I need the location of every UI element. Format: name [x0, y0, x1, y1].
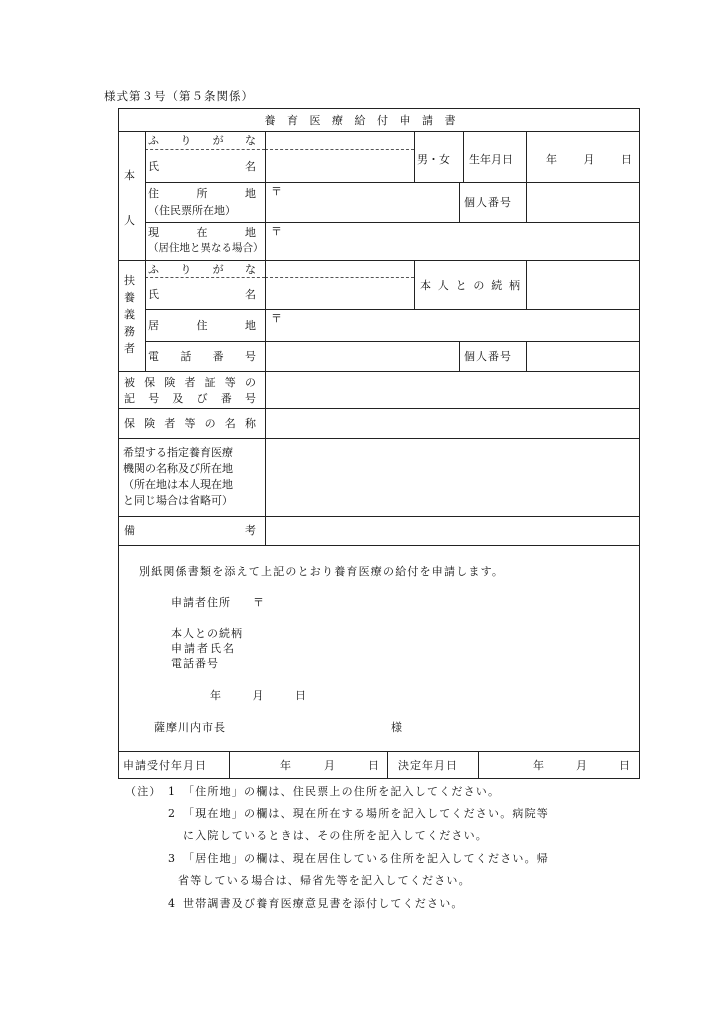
current-location-label: 現 在 地	[148, 226, 256, 239]
rule	[118, 371, 640, 372]
applicant-address-postal-mark[interactable]: 〒	[253, 596, 264, 609]
insurer-name-label: 保 険 者 等 の 名 称	[124, 417, 256, 430]
guardian-side-label-5: 者	[124, 342, 135, 355]
guardian-personal-number-label: 個人番号	[464, 350, 512, 363]
address-sub-label: （住民票所在地）	[148, 204, 236, 217]
note-number: 4	[168, 897, 177, 910]
rule	[145, 341, 640, 342]
applicant-side-label-1: 本	[124, 169, 135, 182]
guardian-furigana-label: ふ り が な	[148, 263, 256, 276]
dashed-rule	[265, 277, 414, 278]
decision-date-label: 決定年月日	[398, 759, 458, 772]
form-title: 養 育 医 療 給 付 申 請 書	[264, 114, 460, 127]
applicant-personal-number-label: 個人番号	[464, 196, 512, 209]
rule	[118, 751, 640, 752]
rule	[118, 516, 640, 517]
hospital-label-1: 希望する指定養育医療	[123, 446, 233, 459]
rule	[414, 260, 415, 309]
application-date[interactable]: 年 月 日	[210, 689, 306, 702]
note-line: 省等している場合は、帰省先等を記入してください。	[178, 874, 471, 887]
note-line: 「現在地」の欄は、現在所在する場所を記入してください。病院等	[183, 807, 549, 820]
applicant-side-label-2: 人	[124, 214, 135, 227]
rule	[265, 131, 266, 545]
rule	[459, 341, 460, 371]
applicant-address-label: 申請者住所	[171, 596, 231, 609]
insurance-number-label-1: 被 保 険 者 証 等 の	[124, 376, 256, 389]
applicant-name-label: 氏 名	[148, 160, 256, 173]
address-label: 住 所 地	[148, 187, 256, 200]
remarks-label: 備 考	[124, 524, 256, 537]
notes-prefix: （注）	[125, 785, 162, 798]
guardian-side-label-3: 義	[124, 308, 135, 321]
received-date-value[interactable]: 年 月 日	[280, 759, 379, 772]
decision-date-value[interactable]: 年 月 日	[533, 759, 630, 772]
residence-postal-mark[interactable]: 〒	[271, 312, 282, 325]
applicant-relation-label: 本人との続柄	[171, 627, 243, 640]
address-postal-mark[interactable]: 〒	[271, 185, 282, 198]
guardian-side-label-4: 務	[124, 325, 135, 338]
hospital-label-2: 機関の名称及び所在地	[123, 462, 233, 475]
guardian-side-label-1: 扶	[124, 274, 135, 287]
current-location-postal-mark[interactable]: 〒	[271, 225, 282, 238]
rule	[526, 341, 527, 371]
dashed-rule	[145, 149, 265, 150]
guardian-side-label-2: 養	[124, 291, 135, 304]
rule	[463, 131, 464, 182]
rule	[526, 182, 527, 222]
rule	[118, 260, 640, 261]
form-reference: 様式第３号（第５条関係）	[104, 89, 254, 103]
birth-date-value[interactable]: 年 月 日	[546, 153, 632, 166]
hospital-label-4: と同じ場合は省略可）	[123, 494, 233, 507]
honorific: 様	[391, 721, 402, 734]
rule	[118, 438, 640, 439]
note-line: 世帯調書及び養育医療意見書を添付してください。	[183, 897, 464, 910]
dashed-rule	[145, 277, 265, 278]
residence-label: 居 住 地	[148, 319, 256, 332]
rule	[145, 131, 146, 371]
note-number: 1	[168, 785, 177, 798]
current-location-sub-label: （居住地と異なる場合）	[148, 242, 264, 254]
gender-option[interactable]: 男・女	[417, 153, 450, 166]
applicant-furigana-label: ふ り が な	[148, 134, 256, 147]
guardian-name-label: 氏 名	[148, 288, 256, 301]
applicant-phone-label: 電話番号	[171, 657, 219, 670]
relation-label: 本 人 と の 続 柄	[420, 279, 520, 292]
applicant-name-label: 申請者氏名	[171, 642, 236, 655]
rule	[526, 131, 527, 182]
note-number: 2	[168, 807, 177, 820]
received-date-label: 申請受付年月日	[123, 759, 207, 772]
rule	[414, 131, 415, 182]
rule	[229, 751, 230, 779]
note-number: 3	[168, 852, 177, 865]
rule	[478, 751, 479, 779]
addressee: 薩摩川内市長	[154, 721, 226, 734]
rule	[118, 131, 640, 132]
rule	[459, 182, 460, 222]
rule	[387, 751, 388, 779]
hospital-label-3: （所在地は本人現在地	[123, 478, 233, 491]
note-line: 「住所地」の欄は、住民票上の住所を記入してください。	[183, 785, 501, 798]
rule	[526, 260, 527, 309]
note-line: に入院しているときは、その住所を記入してください。	[183, 829, 488, 842]
rule	[145, 222, 640, 223]
rule	[145, 309, 640, 310]
phone-label: 電 話 番 号	[148, 350, 256, 363]
rule	[145, 182, 640, 183]
declaration-statement: 別紙関係書類を添えて上記のとおり養育医療の給付を申請します。	[139, 565, 505, 578]
dashed-rule	[265, 149, 414, 150]
birth-date-label: 生年月日	[469, 153, 513, 166]
rule	[118, 408, 640, 409]
rule	[118, 545, 640, 546]
insurance-number-label-2: 記 号 及 び 番 号	[124, 392, 256, 405]
note-line: 「居住地」の欄は、現在居住している住所を記入してください。帰	[183, 852, 549, 865]
